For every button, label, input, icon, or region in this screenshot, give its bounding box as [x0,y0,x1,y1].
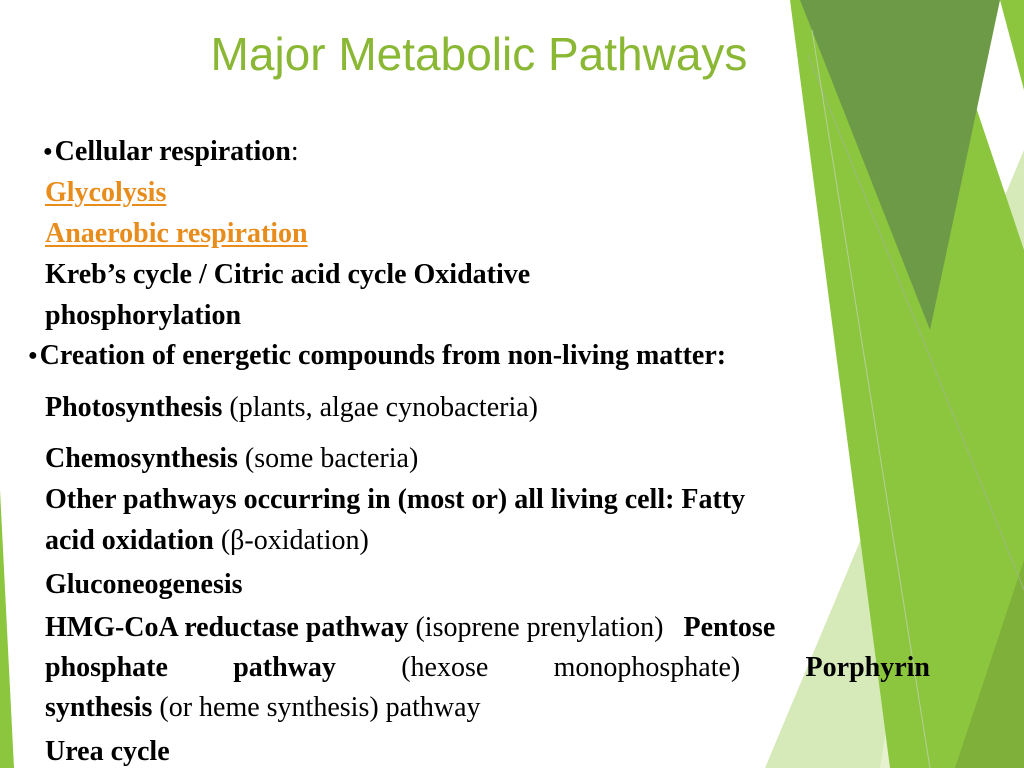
cellular-respiration-heading: Cellular respiration [54,136,291,167]
chemosynthesis-note: (some bacteria) [237,443,419,474]
chemosynthesis-term: Chemosynthesis [45,443,238,474]
bullet-icon: ● [43,143,53,160]
hmg-coa-line [45,610,775,646]
hmg-coa-note: (isoprene prenylation) [408,612,664,643]
urea-cycle-line: Urea cycle [45,736,170,767]
left-edge-shape [0,490,14,768]
pentose-term-part1: Pentose [683,612,776,643]
krebs-cycle-line: Kreb’s cycle / Citric acid cycle Oxidative [45,259,531,290]
photosynthesis-note: (plants, algae cynobacteria) [222,392,538,423]
bullet-energetic-compounds [28,338,726,378]
photosynthesis-term: Photosynthesis [45,392,223,423]
heading-colon: : [290,136,299,167]
fatty-acid-term: acid oxidation [45,525,214,556]
pentose-note: (hexose monophosphate) [401,652,741,683]
anaerobic-respiration-link[interactable]: Anaerobic respiration [45,218,308,249]
energetic-compounds-heading: Creation of energetic compounds from non-living matter: [39,340,727,371]
bullet-icon: ● [28,347,38,364]
fatty-acid-line [45,523,369,559]
photosynthesis-line [45,390,538,426]
chemosynthesis-line [45,441,418,477]
other-pathways-line: Other pathways occurring in (most or) all living cell: Fatty [45,484,746,515]
gluconeogenesis-line: Gluconeogenesis [45,569,243,600]
pentose-line [45,650,930,686]
porphyrin-term-part1: Porphyrin [805,652,930,683]
porphyrin-line [45,690,481,726]
slide-title: Major Metabolic Pathways [210,28,748,80]
pentose-term-part2: phosphate pathway [45,652,336,683]
glycolysis-line [45,175,166,211]
porphyrin-term-part2: synthesis [45,692,153,723]
fatty-acid-note: (β-oxidation) [213,525,369,556]
phosphorylation-line: phosphorylation [45,300,242,331]
bullet-cellular-respiration [43,134,299,174]
anaerobic-line [45,216,308,252]
glycolysis-link[interactable]: Glycolysis [45,177,167,208]
porphyrin-note: (or heme synthesis) pathway [152,692,481,723]
hmg-coa-term: HMG-CoA reductase pathway [45,612,409,643]
top-right-wedge [1000,0,1024,90]
